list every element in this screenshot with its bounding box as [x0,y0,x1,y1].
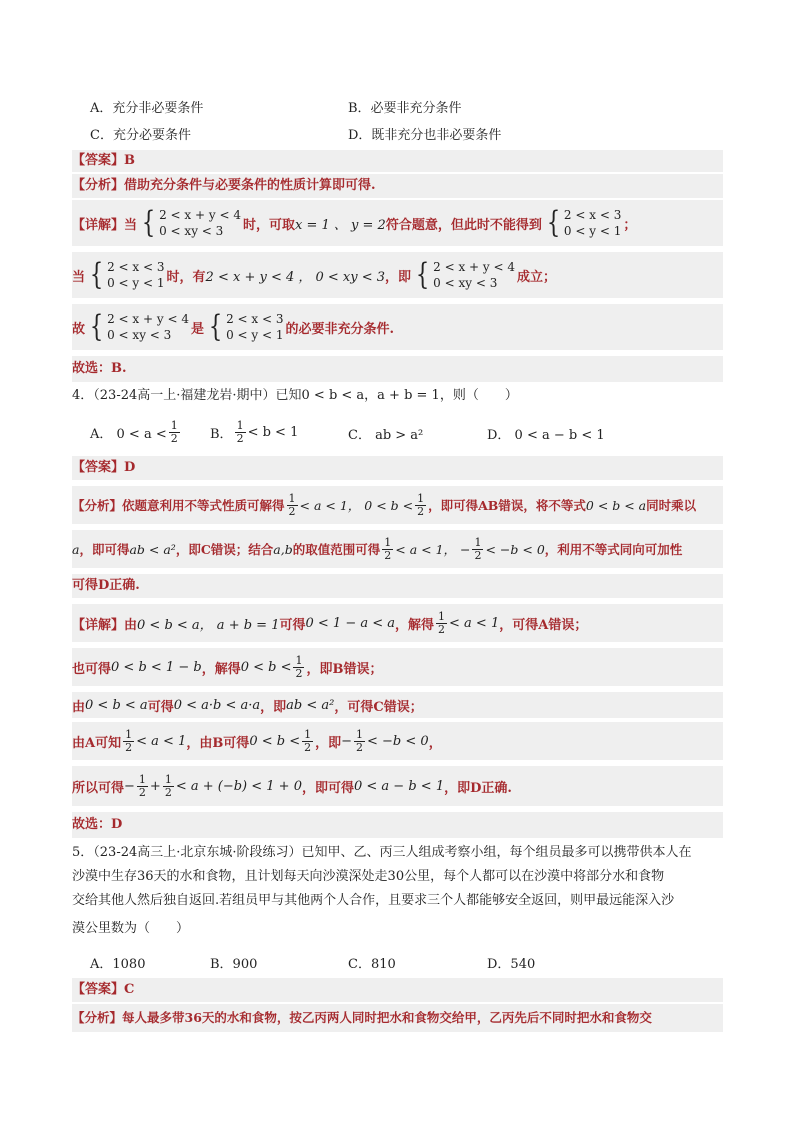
q5-stem-line3: 交给其他人然后独自返回.若组员甲与其他两个人合作，且要求三个人都能够安全返回，则甲最远能深入沙 [72,893,675,908]
q4-detail-line5: 所以可得 − $\frac{1}{2}$ + $\frac{1}{2}$ < a + (−b) < 1 + 0 ，即可得 0 < a − b < 1 ，即D正确. [72,766,723,806]
q4-analysis-line1: 【分析】依题意利用不等式性质可解得 $\frac{1}{2}$ < a < 1， 0 < b < $\frac{1}{2}$ ，即可得 AB 错误，将不等式 0 < b < a 同时乘以 [72,486,723,524]
q4-choose: 故选：D [72,812,723,838]
system-a: { 2 < x + y < 4 0 < xy < 3 [141,205,241,240]
q4-answer: 【答案】D [72,456,723,480]
q3-detail-line3: 故 { 2 < x + y < 4 0 < xy < 3 是 { 2 < x < 3 0 < y < 1 的必要非充分条件. [72,304,723,350]
q3-analysis: 【分析】借助充分条件与必要条件的性质计算即可得. [72,174,723,198]
q3-detail-line2: 当 { 2 < x < 3 0 < y < 1 时，有 2 < x + y < 4 ， 0 < xy < 3 ，即 { 2 < x + y < 4 0 < xy < 3 成立； [72,252,723,298]
q3-choose: 故选：B. [72,356,723,382]
q5-option-d: D．540 [487,957,536,972]
q3-option-c: C．充分必要条件 [90,128,191,143]
q4-analysis-line3: 可得D正确. [72,574,723,598]
q5-stem-line1: 5．（23-24高三上·北京东城·阶段练习）已知甲、乙、丙三人组成考察小组，每个组员最多可以携带供本人在 [72,845,692,860]
q4-detail-line2: 也可得 0 < b < 1 − b ，解得 0 < b < $\frac{1}{2}$ ，即B错误； [72,648,723,686]
q3-option-b: B．必要非充分条件 [348,101,462,116]
q3-option-d: D．既非充分也非必要条件 [348,128,502,143]
detail-label: 【详解】当 [72,217,138,233]
q4-detail-line4: 由A可知 $\frac{1}{2}$ < a < 1 ，由B可得 0 < b < $\frac{1}{2}$ ，即 − $\frac{1}{2}$ < −b < 0 ， [72,722,723,760]
q5-option-c: C．810 [348,957,396,972]
q5-stem-line4: 漠公里数为（ ） [72,921,190,936]
q4-stem: 4．（23-24高一上·福建龙岩·期中）已知0 < b < a，a + b = 1，则（ ） [72,388,518,403]
q4-detail-line3: 由 0 < b < a 可得 0 < a·b < a·a ，即 ab < a² ，可得C错误； [72,692,723,718]
q5-option-a: A．1080 [90,957,146,972]
q3-detail-line1: 【详解】当 { 2 < x + y < 4 0 < xy < 3 时，可取 x = 1 、 y = 2 符合题意，但此时不能得到 { 2 < x < 3 0 < y < 1 ； [72,200,723,246]
q5-analysis: 【分析】每人最多带36天的水和食物，按乙丙两人同时把水和食物交给甲，乙丙先后不同时把水和食物交 [72,1004,723,1032]
q3-option-a: A．充分非必要条件 [90,101,204,116]
q4-option-c: C． ab > a² [348,428,424,443]
q5-option-b: B．900 [210,957,258,972]
q4-option-a: A． 0 < a < $\frac{1}{2}$ [90,419,178,445]
q4-analysis-line2: a ，即可得 ab < a² ，即 C 错误；结合 a,b 的取值范围可得 $\frac{1}{2}$ < a < 1， − $\frac{1}{2}$ < −b < 0 ，利用不等式同向可加性 [72,530,723,568]
q5-answer: 【答案】C [72,978,723,1002]
q4-option-b: B． $\frac{1}{2}$ < b < 1 [210,419,299,445]
q4-option-d: D． 0 < a − b < 1 [487,428,605,443]
q5-stem-line2: 沙漠中生存36天的水和食物，且计划每天向沙漠深处走30公里，每个人都可以在沙漠中将部分水和食物 [72,869,665,884]
q4-detail-line1: 【详解】由 0 < b < a， a + b = 1 可得 0 < 1 − a < a ，解得 $\frac{1}{2}$ < a < 1 ，可得A错误； [72,604,723,642]
system-b: { 2 < x < 3 0 < y < 1 [546,205,622,240]
q3-answer: 【答案】B [72,150,723,172]
